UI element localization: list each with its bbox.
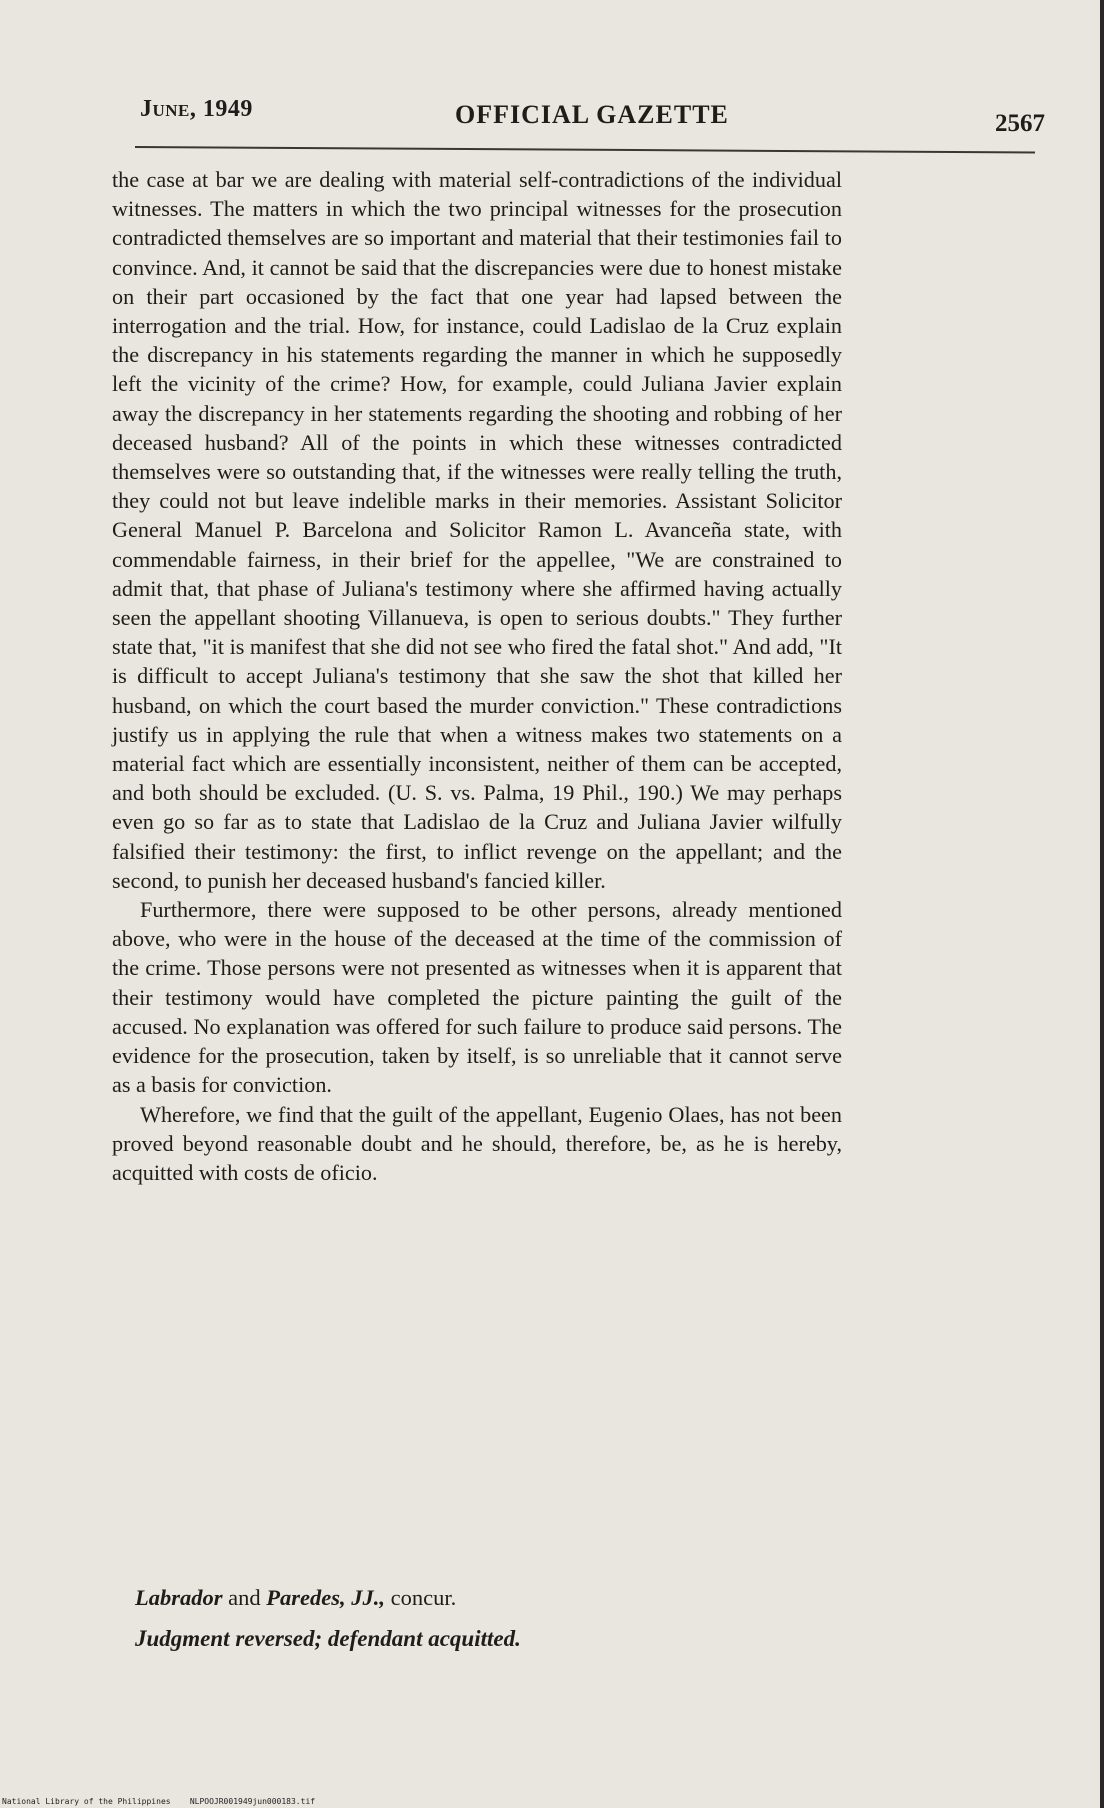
opinion-body [112, 165, 842, 1187]
issue-date: June, 1949 [140, 96, 253, 122]
disposition: Judgment reversed; defendant acquitted. [135, 1626, 521, 1651]
paragraph-1: the case at bar we are dealing with material self-contradictions of the individual witnesses. The matters in which the two principal witnesses for the prosecution contradicted themselves are so important and material that their testimonies fail to convince. And, it cannot be said that the discrepancies were due to honest mistake on their part occasioned by the fact that one year had lapsed between the interrogation and the trial. How, for instance, could Ladislao de la Cruz explain the discrepancy in his statements regarding the manner in which he supposedly left the vicinity of the crime? How, for example, could Juliana Javier explain away the discrepancy in her statements regarding the shooting and robbing of her deceased husband? All of the points in which these witnesses contradicted themselves were so outstanding that, if the witnesses were really telling the truth, they could not but leave indelible marks in their memories. Assistant Solicitor General Manuel P. Barcelona and Solicitor Ramon L. Avanceña state, with commendable fairness, in their brief for the appellee, "We are constrained to admit that, that phase of Juliana's testimony where she affirmed having actually seen the appellant shooting Villanueva, is open to serious doubts." They further state that, "it is manifest that she did not see who fired the fatal shot." And add, "It is difficult to accept Juliana's testimony that she saw the shot that killed her husband, on which the court based the murder conviction." These contradictions justify us in applying the rule that when a witness makes two statements on a material fact which are essentially inconsistent, neither of them can be accepted, and both should be excluded. (U. S. vs. Palma, 19 Phil., 190.) We may perhaps even go so far as to state that Ladislao de la Cruz and Juliana Javier wilfully falsified their testimony: the first, to inflict revenge on the appellant; and the second, to punish her deceased husband's fancied killer. [112, 167, 842, 893]
concur-verb: concur. [390, 1585, 457, 1610]
justice-paredes: Paredes, JJ., [266, 1585, 385, 1610]
page-number: 2567 [995, 110, 1045, 137]
header-rule [135, 146, 1035, 153]
paragraph-3: Wherefore, we find that the guilt of the appellant, Eugenio Olaes, has not been proved beyond reasonable doubt and he should, therefore, be, as he is hereby, acquitted with costs de oficio. [112, 1101, 842, 1185]
scan-filename: NLPOOJR001949jun000183.tif [189, 1797, 316, 1806]
publication-title: OFFICIAL GAZETTE [455, 100, 729, 129]
scan-edge [1100, 0, 1104, 1808]
justice-labrador: Labrador [135, 1585, 223, 1610]
concur-and: and [228, 1585, 261, 1610]
library-name: National Library of the Philippines [2, 1797, 171, 1806]
paragraph-2: Furthermore, there were supposed to be other persons, already mentioned above, who were in the house of the deceased at the time of the commission of the crime. Those persons were not presented as witnesses when it is apparent that their testimony would have completed the picture painting the guilt of the accused. No explanation was offered for such failure to produce said persons. The evidence for the prosecution, taken by itself, is so unreliable that it cannot serve as a basis for conviction. [112, 897, 842, 1098]
concurrence-line [135, 1585, 456, 1611]
page-header [140, 96, 1045, 136]
scan-footer [2, 1797, 315, 1806]
